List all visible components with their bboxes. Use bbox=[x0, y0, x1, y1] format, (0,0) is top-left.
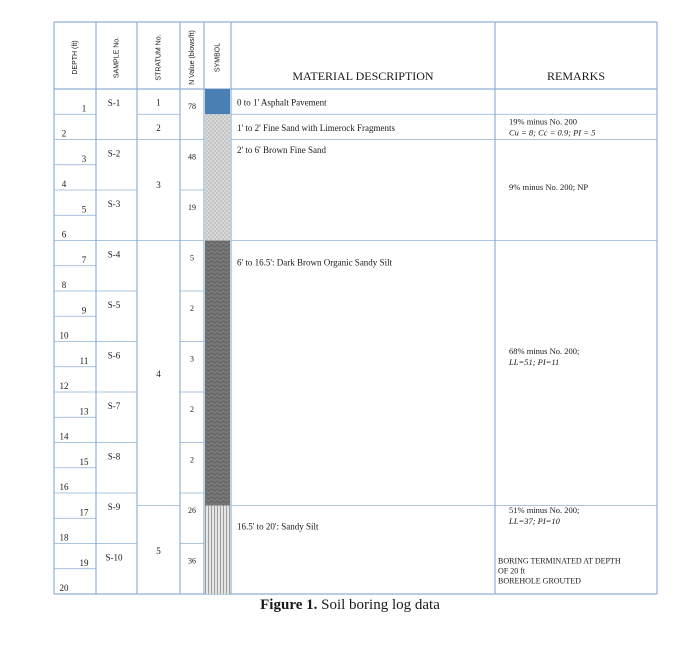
symbol-column bbox=[205, 89, 230, 594]
sample-id: S-6 bbox=[107, 350, 121, 361]
depth-column bbox=[60, 103, 90, 593]
header-remarks: REMARKS bbox=[546, 69, 606, 83]
remark-line: 19% minus No. 200 bbox=[509, 116, 577, 127]
sample-id: S-2 bbox=[107, 148, 121, 159]
depth-label: 11 bbox=[79, 355, 89, 366]
n-value: 2 bbox=[190, 304, 194, 313]
figure-caption-text: Soil boring log data bbox=[317, 597, 440, 613]
remark-line: BORING TERMINATED AT DEPTH bbox=[498, 556, 621, 566]
material-description: 6' to 16.5': Dark Brown Organic Sandy Silt bbox=[237, 257, 393, 268]
symbol-fill-asphalt bbox=[205, 89, 230, 114]
depth-label: 8 bbox=[61, 280, 67, 290]
material-description: 0 to 1' Asphalt Pavement bbox=[237, 97, 327, 108]
depth-label: 19 bbox=[79, 557, 89, 568]
sample-id: S-7 bbox=[107, 401, 121, 411]
remark-line: OF 20 ft bbox=[498, 566, 526, 576]
depth-label: 3 bbox=[81, 153, 87, 164]
depth-label: 15 bbox=[79, 456, 89, 467]
remark-line: 51% minus No. 200; bbox=[509, 505, 580, 516]
depth-label: 2 bbox=[61, 128, 67, 139]
symbol-fill-sand bbox=[205, 140, 230, 241]
depth-label: 6 bbox=[61, 229, 67, 240]
depth-label: 12 bbox=[59, 381, 69, 391]
sample-id: S-9 bbox=[107, 502, 121, 512]
sample-id: S-4 bbox=[107, 249, 121, 260]
stratum-number: 5 bbox=[156, 545, 161, 556]
depth-label: 20 bbox=[59, 583, 69, 593]
figure-caption-label: Figure 1. bbox=[260, 597, 318, 613]
remark-line: 68% minus No. 200; bbox=[509, 346, 580, 357]
header-nvalue: N Value (blows/ft) bbox=[188, 30, 196, 85]
n-value: 5 bbox=[190, 253, 194, 263]
symbol-fill-silt bbox=[205, 506, 230, 594]
figure-caption bbox=[0, 597, 700, 614]
depth-label: 1 bbox=[81, 103, 87, 114]
remark-line: BOREHOLE GROUTED bbox=[498, 576, 581, 586]
remark-line: 9% minus No. 200; NP bbox=[509, 182, 589, 192]
depth-label: 17 bbox=[79, 507, 89, 518]
sample-id: S-1 bbox=[107, 98, 121, 108]
material-description: 2' to 6' Brown Fine Sand bbox=[237, 145, 326, 156]
n-value: 48 bbox=[188, 152, 196, 162]
stratum-number: 4 bbox=[156, 369, 161, 380]
n-value: 2 bbox=[190, 455, 194, 465]
sample-id: S-10 bbox=[105, 552, 123, 563]
header-depth: DEPTH (ft) bbox=[71, 40, 79, 75]
header-sample: SAMPLE No. bbox=[113, 36, 121, 79]
depth-label: 10 bbox=[59, 330, 69, 341]
n-value-column bbox=[188, 102, 196, 566]
depth-label: 4 bbox=[61, 179, 67, 189]
stratum-column bbox=[156, 98, 161, 556]
sample-id: S-3 bbox=[107, 199, 121, 209]
header-material: MATERIAL DESCRIPTION bbox=[292, 69, 434, 83]
n-value: 36 bbox=[188, 556, 196, 566]
remarks-column bbox=[498, 116, 621, 585]
symbol-fill-organic bbox=[205, 241, 230, 506]
stratum-number: 3 bbox=[156, 180, 161, 190]
depth-label: 9 bbox=[81, 305, 87, 316]
sample-id: S-8 bbox=[107, 451, 121, 462]
depth-label: 13 bbox=[79, 406, 89, 417]
remark-line: Cu = 8; Cc = 0.9; PI = 5 bbox=[509, 127, 596, 138]
depth-label: 14 bbox=[59, 431, 69, 442]
stratum-number: 1 bbox=[156, 97, 161, 108]
material-description: 16.5' to 20': Sandy Silt bbox=[237, 521, 319, 532]
header-symbol: SYMBOL bbox=[214, 42, 222, 73]
remark-line: LL=51; PI=11 bbox=[509, 357, 560, 368]
n-value: 26 bbox=[188, 506, 196, 515]
material-description: 1' to 2' Fine Sand with Limerock Fragments bbox=[237, 122, 395, 133]
depth-label: 16 bbox=[59, 482, 69, 492]
depth-label: 18 bbox=[59, 532, 69, 543]
remark-line: LL=37; PI=10 bbox=[509, 516, 560, 527]
depth-label: 5 bbox=[81, 204, 87, 215]
n-value: 19 bbox=[188, 203, 196, 212]
sample-id: S-5 bbox=[107, 300, 121, 310]
n-value: 78 bbox=[188, 102, 196, 111]
depth-label: 7 bbox=[81, 254, 87, 265]
n-value: 2 bbox=[190, 405, 194, 414]
material-description-column bbox=[237, 98, 395, 532]
n-value: 3 bbox=[190, 354, 194, 364]
stratum-number: 2 bbox=[156, 122, 161, 133]
header-stratum: STRATUM No. bbox=[155, 34, 163, 81]
header-row bbox=[72, 30, 605, 85]
symbol-fill-sand bbox=[205, 114, 230, 139]
